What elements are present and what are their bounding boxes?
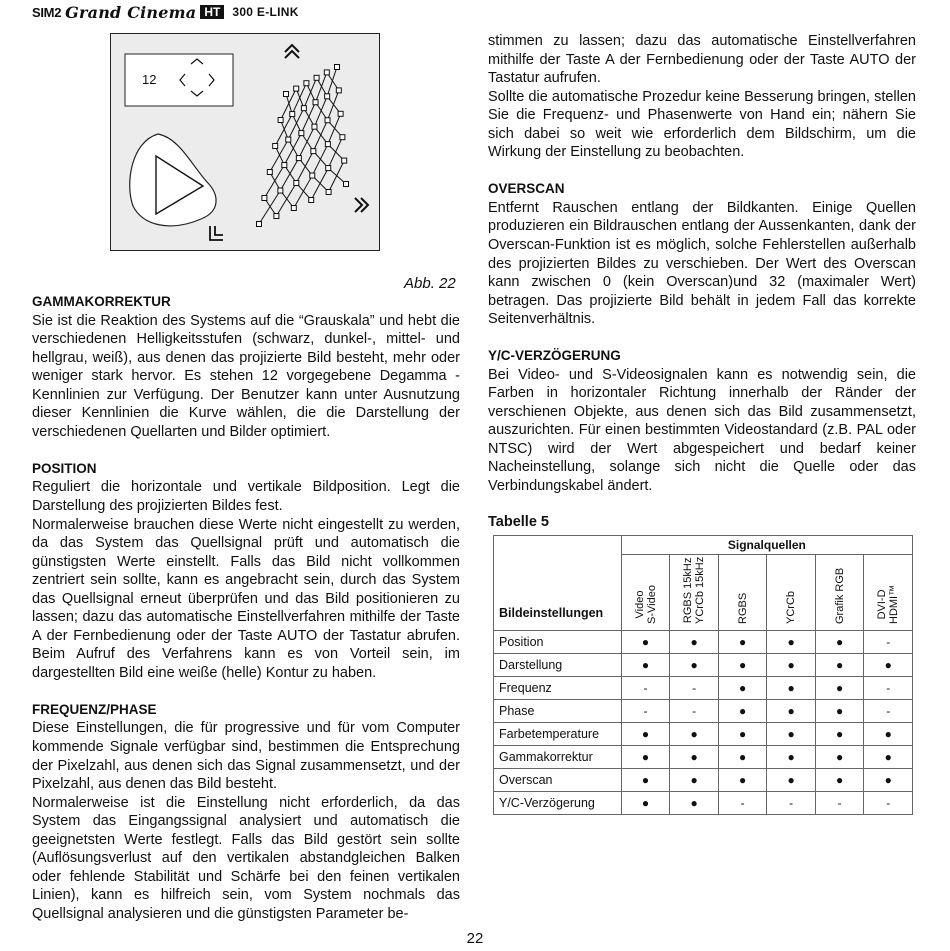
chevron-up-icon <box>285 45 299 58</box>
body-paragraph: Reguliert die horizontale und vertikale Bildposition. Legt die Darstellung des projizierten Bildes fest. <box>32 479 460 514</box>
table-cell: - <box>621 677 670 700</box>
table-cell: - <box>864 792 913 815</box>
table-cell: ● <box>670 723 719 746</box>
distorted-grid-icon <box>257 65 349 227</box>
corner-bracket-icon <box>210 226 223 240</box>
column-header-label <box>682 557 706 624</box>
column-header <box>767 555 816 631</box>
section-heading: GAMMAKORREKTUR <box>32 294 171 309</box>
column-header-line: RGBS <box>736 592 749 624</box>
column-header <box>815 555 864 631</box>
section-gap <box>32 682 460 701</box>
table-row <box>494 746 913 769</box>
body-paragraph: Sollte die automatische Prozedur keine Besserung bringen, stellen Sie die Frequenz- und Phasenwerte von Hand ein; nähern Sie sich dabei so weit wie erforderlich dem Bildschirm, um die Wirkung der Einstellung zu beobachten. <box>488 88 916 161</box>
table-cell: ● <box>767 769 816 792</box>
table-cell: - <box>670 677 719 700</box>
settings-table <box>493 535 913 815</box>
section-heading: OVERSCAN <box>488 181 565 197</box>
column-header-label <box>834 568 846 624</box>
column-header-line: HDMI™ <box>888 584 901 624</box>
table-cell: - <box>718 792 767 815</box>
column-header <box>718 555 767 631</box>
column-header-line: Grafik RGB <box>833 567 846 624</box>
table-row <box>494 769 913 792</box>
table-cell: ● <box>718 700 767 723</box>
section-gap <box>32 441 460 460</box>
table-cell: ● <box>815 654 864 677</box>
table-cell: ● <box>718 631 767 654</box>
left-column <box>32 293 460 924</box>
table-cell: ● <box>621 654 670 677</box>
row-label: Overscan <box>494 769 622 792</box>
column-header-label <box>876 585 900 624</box>
table-cell: ● <box>718 769 767 792</box>
table-cell: ● <box>621 769 670 792</box>
table-cell: - <box>767 792 816 815</box>
figure-drawing <box>111 34 381 252</box>
table-cell: ● <box>767 677 816 700</box>
table-cell: ● <box>864 746 913 769</box>
table-cell: ● <box>718 746 767 769</box>
section-heading: FREQUENZ/PHASE <box>32 701 157 717</box>
table-cell: ● <box>621 792 670 815</box>
table-cell: ● <box>815 631 864 654</box>
table-cell: - <box>670 700 719 723</box>
table-cell: ● <box>767 723 816 746</box>
column-header-label <box>737 593 749 624</box>
body-paragraph: Diese Einstellungen, die für progressive und für vom Computer kommende Signale verfügbar sind, bestimmen die Entsprechung der Pixelzahl, aus denen sich das Signal zusammensetzt, und der Pixelzahl, aus denen das Bild besteht. <box>32 720 460 793</box>
table-cell: ● <box>815 677 864 700</box>
brand-sim2: SIM2 <box>32 4 62 20</box>
table-cell: ● <box>767 631 816 654</box>
section-heading: POSITION <box>32 460 97 476</box>
table-cell: ● <box>864 769 913 792</box>
table-cell: - <box>864 677 913 700</box>
section-gap <box>488 329 916 348</box>
body-paragraph: Bei Video- und S-Videosignalen kann es notwendig sein, die Farben in horizontaler Richtung innerhalb der Ränder der verschienen Objekte, aus denen sich das Bild zusammensetzt, auszurichten. Für einen bestimmten Videostandard (z.B. PAL oder NTSC) wird der Wert abgespeichert und bedarf keiner Nacheinstellung, solange sich nicht die Quelle oder das Verbindungskabel ändert. <box>488 366 916 495</box>
table-cell: ● <box>670 746 719 769</box>
table-cell: - <box>621 700 670 723</box>
chevron-right-icon <box>355 198 368 212</box>
figure-image-adjustment <box>110 33 380 251</box>
table-cell: ● <box>815 700 864 723</box>
body-paragraph: stimmen zu lassen; dazu das automatische Einstellverfahren mithilfe der Taste A der Fernbedienung oder der Taste AUTO der Tastatur aufrufen. <box>488 33 916 87</box>
table-cell: ● <box>670 769 719 792</box>
column-header <box>864 555 913 631</box>
table-cell: ● <box>815 746 864 769</box>
table-cell: ● <box>718 723 767 746</box>
table-cell: - <box>864 700 913 723</box>
table-cell: ● <box>767 746 816 769</box>
table-row <box>494 792 913 815</box>
column-header-label <box>785 591 797 624</box>
table-cell: ● <box>670 631 719 654</box>
table-cell: ● <box>864 654 913 677</box>
body-paragraph: Normalerweise brauchen diese Werte nicht eingestellt zu werden, da das System das Quellsignal prüft und automatisch die günstigsten Werte einstellt. Falls das Bild nicht vollkommen zentriert sein sollte, kann es angebracht sein, durch das System das Quellsignal erneut überprüfen und das Bild positionieren zu lassen; dazu das automatische Einstellverfahren mithilfe der Taste A der Fernbedienung oder der Taste AUTO der Tastatur abrufen. Beim Aufruf des Verfahrens kann es von Vorteil sein, im dargestellten Bild eine weiße (helle) Kontur zu haben. <box>32 516 460 681</box>
page-number: 22 <box>466 930 484 947</box>
table-cell: ● <box>621 723 670 746</box>
brand-grand-cinema: Grand Cinema <box>65 2 197 22</box>
table-row <box>494 723 913 746</box>
column-header-label <box>634 585 658 624</box>
table-title: Tabelle 5 <box>488 514 549 530</box>
table-cell: ● <box>718 654 767 677</box>
table-cell: ● <box>621 631 670 654</box>
row-label: Farbetemperature <box>494 723 622 746</box>
column-header <box>670 555 719 631</box>
row-label: Darstellung <box>494 654 622 677</box>
body-paragraph: Entfernt Rauschen entlang der Bildkanten. Einige Quellen produzieren ein Bildrauschen entlang der Aussenkanten, dank der Overscan-Funktion ist es möglich, solche Fehlerstellen außerhalb des projizierten Bildes zu verschieben. Der Wert des Overscan kann zwischen 0 (kein Overscan)und 32 (maximaler Wert) betragen. Das projizierte Bild behält in jedem Fall das korrekte Seitenverhältnis. <box>488 199 916 328</box>
table-cell: ● <box>670 654 719 677</box>
brand-ht-badge: HT <box>200 5 224 19</box>
table-cell: ● <box>767 654 816 677</box>
body-paragraph: Sie ist die Reaktion des Systems auf die “Grauskala” und hebt die verschiedenen Helligkeitsstufen (schwarz, dunkel-, mittel- und hellgrau, weiß), aus denen das projizierte Bild besteht, mehr oder weniger stark hervor. Es stehen 12 vorgegebene Degamma - Kennlinien zur Verfügung. Der Benutzer kann unter Ausnutzung dieser Kennlinien die Kurve wählen, die die Darstellung der verschiedenen Quellarten und Bilder optimiert. <box>32 312 460 440</box>
figure-caption: Abb. 22 <box>404 275 456 292</box>
row-label: Y/C-Verzögerung <box>494 792 622 815</box>
table-cell: ● <box>670 792 719 815</box>
column-header-line: YCrCb 15kHz <box>694 556 707 624</box>
table-cell: ● <box>767 700 816 723</box>
page-header <box>32 4 299 20</box>
column-header-line: Video <box>633 590 646 619</box>
body-paragraph: Normalerweise ist die Einstellung nicht erforderlich, da das System das Eingangssignal analysiert und automatisch die geeignetsten Werte festlegt. Falls das Bild gestört sein sollte (Auflösungsverlust auf den vertikalen abstandgleichen Balken oder fehlende Stabilität und Schärfe bei den feinen vertikalen Linien), kann es hilfreich sein, vom System nochmals das Quellsignal analysieren und die günstigsten Parameter be- <box>32 794 460 922</box>
triangle-shape-icon <box>130 134 216 226</box>
table-row <box>494 677 913 700</box>
section-heading: Y/C-VERZÖGERUNG <box>488 348 621 364</box>
row-header: Bildeinstellungen <box>494 536 622 631</box>
table-row <box>494 654 913 677</box>
row-label: Phase <box>494 700 622 723</box>
table-cell: ● <box>864 723 913 746</box>
column-header-line: RGBS 15kHz <box>682 557 695 624</box>
table-cell: - <box>864 631 913 654</box>
table-row <box>494 631 913 654</box>
section-gap <box>488 162 916 181</box>
row-label: Frequenz <box>494 677 622 700</box>
brand-model: 300 E-LINK <box>232 5 299 19</box>
right-column <box>488 32 916 496</box>
number-label: 12 <box>142 72 157 87</box>
group-header: Signalquellen <box>621 536 912 555</box>
table-cell: ● <box>815 769 864 792</box>
row-label: Gammakorrektur <box>494 746 622 769</box>
table-row <box>494 700 913 723</box>
column-header <box>621 555 670 631</box>
row-label: Position <box>494 631 622 654</box>
table-cell: ● <box>621 746 670 769</box>
table-cell: ● <box>718 677 767 700</box>
column-header-line: DVI-D <box>876 589 889 620</box>
column-header-line: YCrCb <box>785 590 798 624</box>
column-header-line: S-Video <box>645 585 658 624</box>
table-cell: ● <box>815 723 864 746</box>
table-cell: - <box>815 792 864 815</box>
